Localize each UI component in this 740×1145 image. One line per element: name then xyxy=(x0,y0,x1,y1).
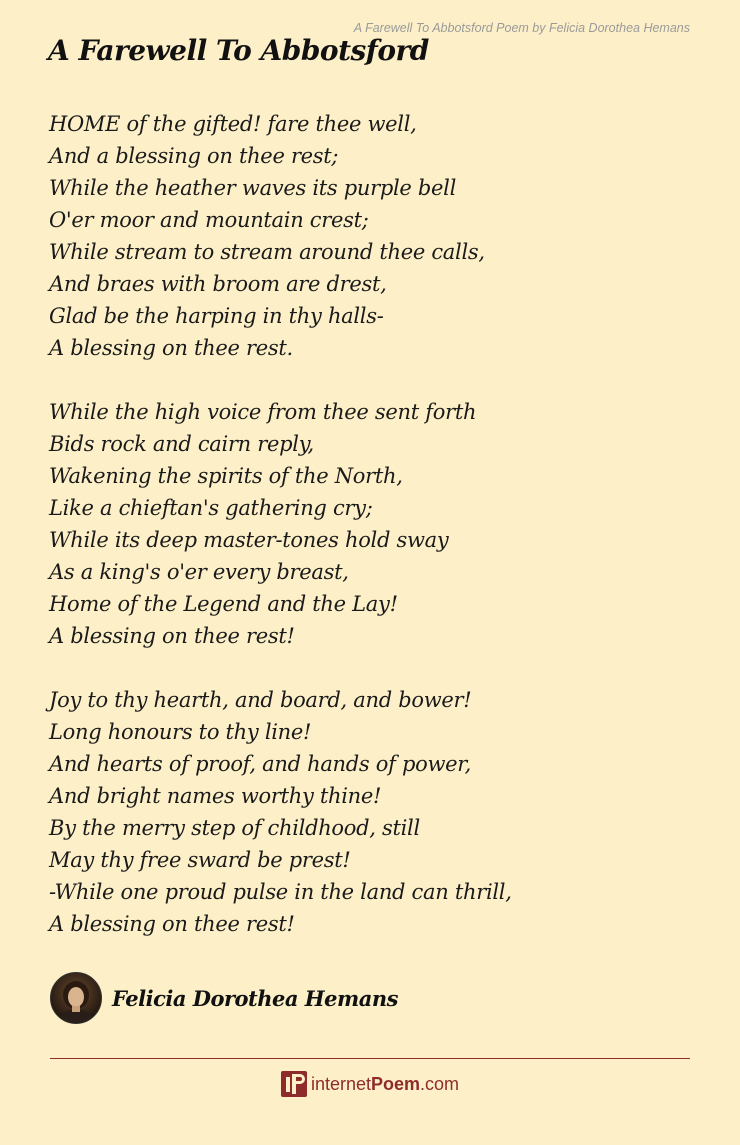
stanza-1 xyxy=(49,108,699,364)
poem-line: As a king's o'er every breast, xyxy=(49,560,349,584)
poem-line: While stream to stream around thee calls, xyxy=(49,240,485,264)
poem-line: And hearts of proof, and hands of power, xyxy=(49,752,472,776)
logo-text-internet: internet xyxy=(310,1073,371,1094)
stanza-2 xyxy=(49,396,699,652)
author-avatar[interactable] xyxy=(50,972,102,1024)
poem-line: While the heather waves its purple bell xyxy=(49,176,457,200)
poem-line: While the high voice from thee sent forth xyxy=(49,400,477,424)
poem-line: A blessing on thee rest! xyxy=(49,912,295,936)
poem-line: -While one proud pulse in the land can thrill, xyxy=(49,880,512,904)
logo-text-poem: Poem xyxy=(371,1073,421,1094)
author-name[interactable]: Felicia Dorothea Hemans xyxy=(112,985,398,1011)
poem-line: Glad be the harping in thy halls- xyxy=(49,304,384,328)
poem-line: Home of the Legend and the Lay! xyxy=(49,592,398,616)
footer-divider xyxy=(50,1058,690,1059)
poem-line: HOME of the gifted! fare thee well, xyxy=(49,112,417,136)
poem-line: While its deep master-tones hold sway xyxy=(49,528,449,552)
poem-line: And braes with broom are drest, xyxy=(49,272,387,296)
stanza-3 xyxy=(49,684,699,940)
poem-line: Wakening the spirits of the North, xyxy=(49,464,403,488)
logo-text-com: .com xyxy=(420,1073,460,1094)
poem-body xyxy=(49,108,699,972)
poem-line: Long honours to thy line! xyxy=(49,720,312,744)
poem-line: And bright names worthy thine! xyxy=(49,784,382,808)
author-block[interactable] xyxy=(50,972,398,1024)
poem-title: A Farewell To Abbotsford xyxy=(48,34,429,67)
poem-line: A blessing on thee rest. xyxy=(49,336,293,360)
poem-line: May thy free sward be prest! xyxy=(49,848,351,872)
poem-line: O'er moor and mountain crest; xyxy=(49,208,369,232)
poem-line: By the merry step of childhood, still xyxy=(49,816,420,840)
poem-line: And a blessing on thee rest; xyxy=(49,144,339,168)
poem-line: Like a chieftan's gathering cry; xyxy=(49,496,373,520)
poem-line: A blessing on thee rest! xyxy=(49,624,295,648)
poem-line: Joy to thy hearth, and board, and bower! xyxy=(49,688,472,712)
page-caption: A Farewell To Abbotsford Poem by Felicia Dorothea Hemans xyxy=(353,21,690,35)
poem-line: Bids rock and cairn reply, xyxy=(49,432,314,456)
portrait-icon xyxy=(51,973,101,1023)
internetpoem-logo-icon xyxy=(281,1071,307,1097)
site-logo[interactable] xyxy=(0,1070,740,1098)
